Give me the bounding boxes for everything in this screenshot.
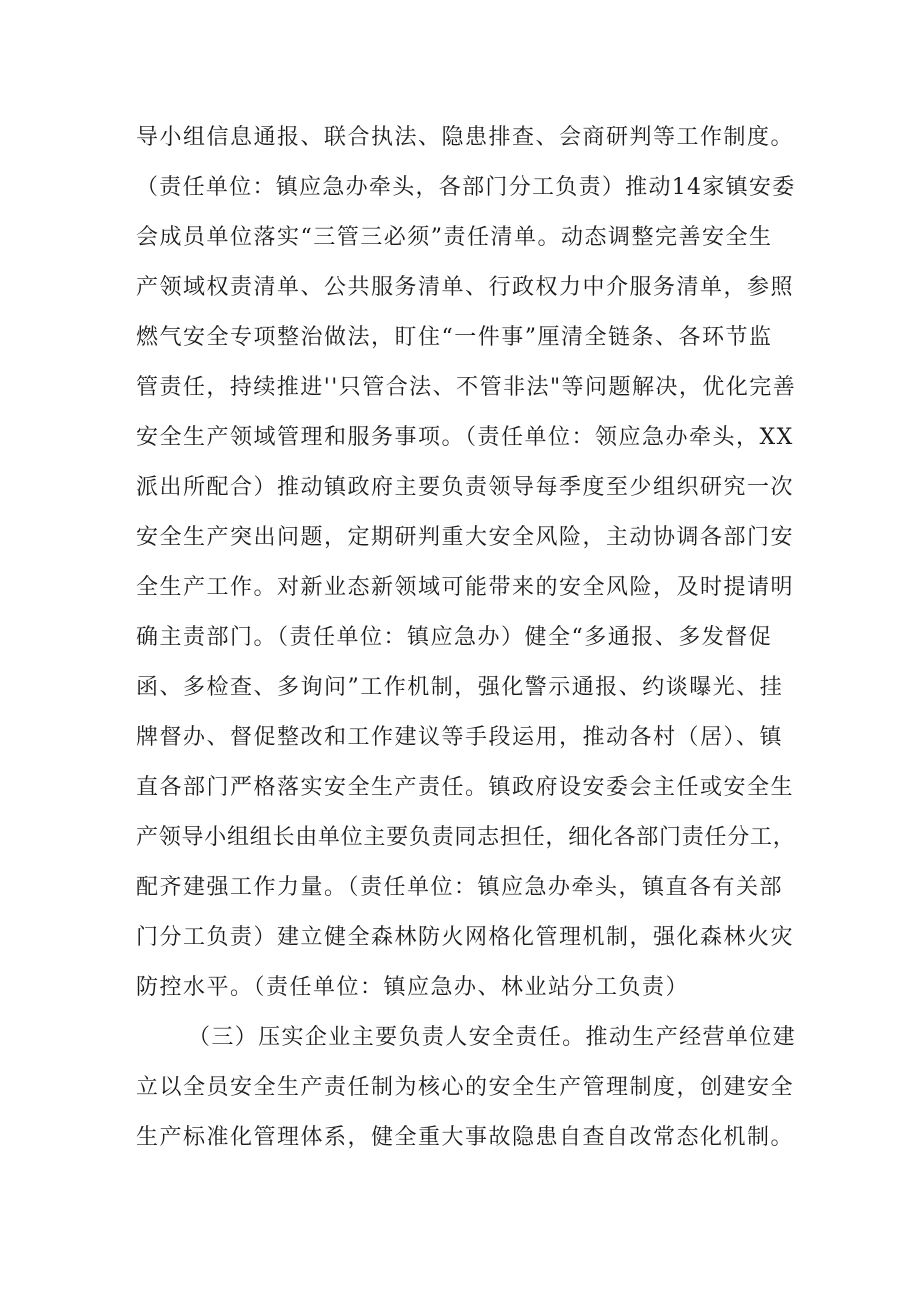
paragraph-1-line-9: 安全生产突出问题，定期研判重大安全风险，主动协调各部门安 <box>136 525 795 550</box>
paragraph-2-line-2: 立以全员安全生产责任制为核心的安全生产管理制度，创建安全 <box>136 1075 795 1100</box>
paragraph-1-line-8: 派出所配合）推动镇政府主要负责领导每季度至少组织研究一次 <box>136 475 795 500</box>
paragraph-1-line-5: 燃气安全专项整治做法，盯住“一件事”厘清全链条、各环节监 <box>136 325 773 350</box>
paragraph-1-line-10: 全生产工作。对新业态新领域可能带来的安全风险，及时提请明 <box>136 575 795 600</box>
paragraph-1-line-7: 安全生产领域管理和服务事项。（责任单位：领应急办牵头，XX <box>136 425 794 450</box>
paragraph-1-line-13: 牌督办、督促整改和工作建议等手段运用，推动各村（居）、镇 <box>136 725 784 750</box>
paragraph-1-line-16: 配齐建强工作力量。（责任单位：镇应急办牵头，镇直各有关部 <box>136 875 784 900</box>
paragraph-1-line-3: 会成员单位落实“三管三必须”责任清单。动态调整完善安全生 <box>136 225 773 250</box>
paragraph-1-line-12: 函、多检查、多询问”工作机制，强化警示通报、约谈曝光、挂 <box>136 675 784 700</box>
paragraph-1-line-6: 管责任，持续推进''只管合法、不管非法"等问题解决，优化完善 <box>136 375 797 400</box>
paragraph-1-line-4: 产领域权责清单、公共服务清单、行政权力中介服务清单，参照 <box>136 275 795 300</box>
paragraph-1-line-15: 产领导小组组长由单位主要负责同志担任，细化各部门责任分工， <box>136 825 796 850</box>
paragraph-2-line-1: （三）压实企业主要负责人安全责任。推动生产经营单位建 <box>188 1025 797 1050</box>
paragraph-2-line-3: 生产标准化管理体系，健全重大事故隐患自查自改常态化机制。 <box>136 1125 795 1150</box>
paragraph-1-line-1: 导小组信息通报、联合执法、隐患排查、会商研判等工作制度。 <box>136 125 795 150</box>
paragraph-1-line-17: 门分工负责）建立健全森林防火网格化管理机制，强化森林火灾 <box>136 925 795 950</box>
paragraph-1-line-14: 直各部门严格落实安全生产责任。镇政府设安委会主任或安全生 <box>136 775 795 800</box>
paragraph-1-line-18: 防控水平。（责任单位：镇应急办、林业站分工负责） <box>136 975 690 1000</box>
paragraph-1-line-2: （责任单位：镇应急办牵头，各部门分工负责）推动14家镇安委 <box>136 175 796 200</box>
paragraph-1-line-11: 确主责部门。（责任单位：镇应急办）健全“多通报、多发督促 <box>136 625 773 650</box>
